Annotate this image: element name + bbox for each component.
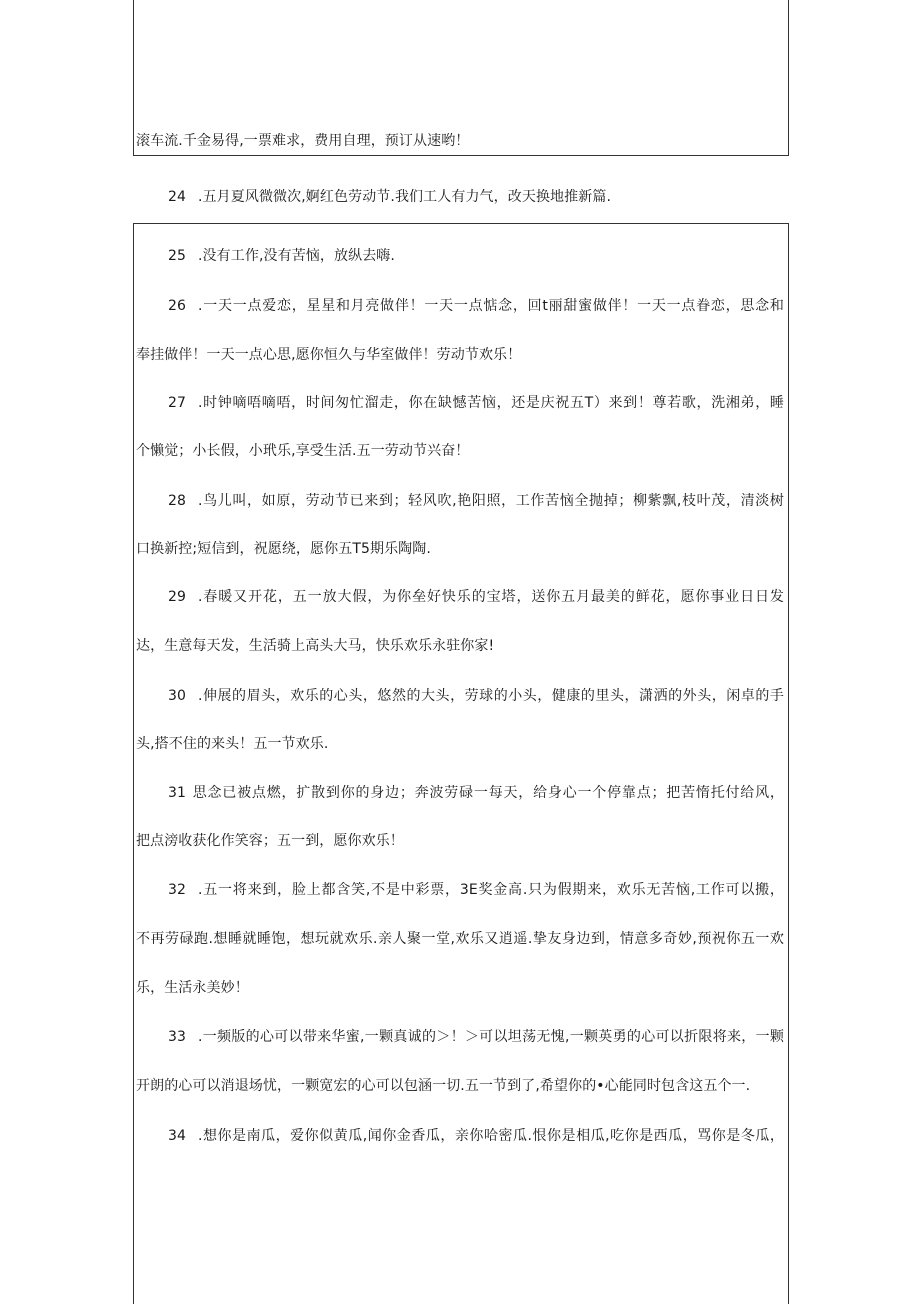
item-number: 31 — [168, 785, 187, 801]
item-30-line-1 — [136, 686, 784, 706]
item-24-line-1 — [136, 187, 784, 207]
item-number: 34 — [168, 1128, 187, 1144]
item-text: 思念已被点燃，扩散到你的身边；奔波劳碌一每天，给身心一个停靠点；把苦惰托付给风， — [192, 785, 784, 801]
item-32-line-3: 乐，生活永美妙！ — [136, 980, 249, 996]
item-text: .鸟儿叫，如原，劳动节已来到；轻风吹,艳阳照，工作苦恼全抛掉；柳紫飘,枝叶茂，清淡树 — [198, 493, 784, 509]
item-number: 29 — [168, 589, 187, 605]
item-number: 24 — [168, 189, 187, 205]
item-29-line-1 — [136, 587, 784, 607]
item-number: 25 — [168, 248, 187, 264]
item-31-line-1 — [136, 783, 784, 803]
item-26-line-2: 奉挂做伴！一天一点心思,愿你恒久与华室做伴！劳动节欢乐！ — [136, 347, 522, 363]
item-28-line-2: 口换新控;短信到，祝愿绕，愿你五T5期乐陶陶. — [136, 541, 431, 557]
item-27-line-2: 个懒觉；小长假，小玳乐,享受生活.五一劳动节兴奋！ — [136, 443, 470, 459]
item-26-line-1 — [136, 296, 784, 316]
item-33-line-2: 开朗的心可以消退场忧，一颗宽宏的心可以包涵一切.五一节到了,希望你的•心能同时包含这五个一. — [136, 1078, 751, 1094]
item-text: .一天一点爱恋，星星和月亮做伴！一天一点惦念，回t丽甜蜜做伴！一天一点眷恋，思念和 — [198, 298, 784, 314]
item-32-line-1 — [136, 880, 784, 900]
item-31-line-2: 把点滂收获化作笑容；五一到，愿你欢乐！ — [136, 833, 404, 849]
item-text: .五一将来到，脸上都含笑,不是中彩票，3E奖金高.只为假期来，欢乐无苦恼,工作可以搬， — [198, 882, 784, 898]
item-text: .想你是南瓜，爱你似黄瓜,闻你金香瓜，亲你哈密瓜.恨你是相瓜,吃你是西瓜，骂你是冬瓜， — [198, 1128, 784, 1144]
item-text: .春暖又开花，五一放大假，为你垒好快乐的宝塔，送你五月最美的鲜花，愿你事业日日发 — [198, 589, 784, 605]
item-number: 32 — [168, 882, 187, 898]
item-number: 27 — [168, 395, 187, 411]
item-number: 28 — [168, 493, 187, 509]
item-30-line-2: 头,搭不住的来头！五一节欢乐. — [136, 736, 329, 752]
item-28-line-1 — [136, 491, 784, 511]
item-text: .伸展的眉头，欢乐的心头，悠然的大头，劳球的小头，健康的里头，潇洒的外头，闲卓的手 — [198, 688, 784, 704]
item-number: 30 — [168, 688, 187, 704]
item-34-line-1 — [136, 1126, 784, 1146]
item-33-line-1 — [136, 1027, 784, 1047]
item-text: .一频版的心可以带来华蜜,一颗真诚的＞！＞可以坦荡无愧,一颗英勇的心可以折限将来，一颗 — [198, 1029, 784, 1045]
item-25-line-1 — [136, 246, 784, 266]
fragment-top-line: 滚车流.千金易得,一票难求，费用自理，预订从速哟！ — [136, 133, 470, 149]
item-text: .五月夏风微微次,婀红色劳动节.我们工人有力气，改天换地推新篇. — [198, 189, 611, 205]
item-32-line-2: 不再劳碌跑.想睡就睡饱，想玩就欢乐.亲人聚一堂,欢乐又逍遥.挚友身边到，情意多奇妙,预祝你五一欢 — [136, 931, 784, 947]
item-text: .时钟嘀唔嘀唔，时间匆忙溜走，你在缺憾苦恼，还是庆祝五T）来到！尊若歌，洗湘弟，睡 — [198, 395, 784, 411]
item-number: 26 — [168, 298, 187, 314]
item-number: 33 — [168, 1029, 187, 1045]
item-29-line-2: 达，生意每天发，生活骑上高头大马，快乐欢乐永驻你家! — [136, 638, 495, 654]
item-text: .没有工作,没有苦恼，放纵去嗨. — [198, 248, 395, 264]
item-27-line-1 — [136, 393, 784, 413]
